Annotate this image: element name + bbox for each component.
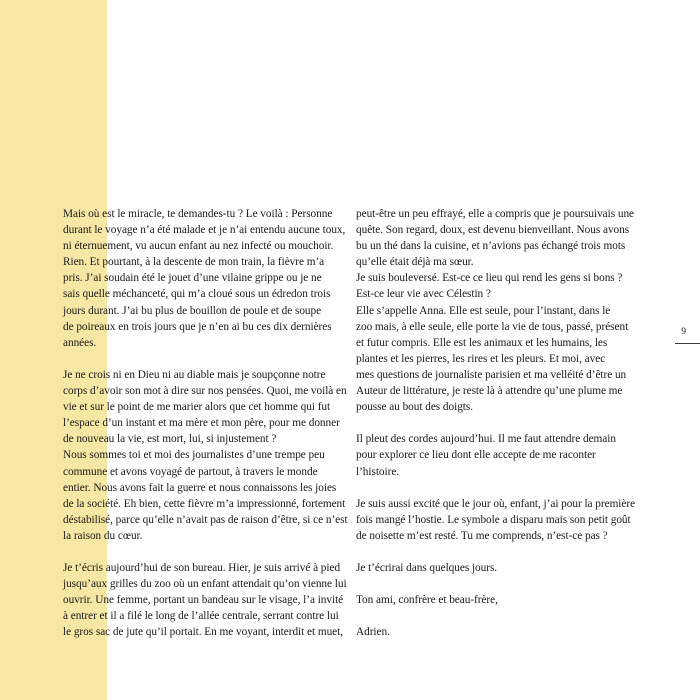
text-line: peut-être un peu effrayé, elle a compris que je poursuivais une: [356, 208, 635, 220]
paragraph: [356, 431, 642, 479]
text-line: Je suis bouleversé. Est-ce ce lieu qui rend les gens si bons ?: [356, 272, 623, 285]
paragraph: [356, 560, 642, 576]
text-line: déstabilisé, parce qu’elle n’avait pas de raison d’être, si ce n’est: [63, 513, 348, 526]
text-line: Auteur de littérature, je reste là à attendre qu’une plume me: [356, 385, 623, 398]
text-line: de noisette m’est resté. Tu me comprends, n’est-ce pas ?: [356, 529, 608, 542]
text-line: de poireaux en trois jours que je n’en ai bu ces dix dernières: [63, 320, 332, 333]
text-line: pousse au bout des doigts.: [356, 401, 473, 414]
text-line: jours durant. J’ai bu plus de bouillon de poule et de soupe: [63, 304, 322, 317]
signature-paragraph: [356, 624, 642, 640]
text-line: Je t’écris aujourd’hui de son bureau. Hier, je suis arrivé à pied: [63, 562, 341, 575]
text-line: Rien. Et pourtant, à la descente de mon train, la fièvre m’a: [63, 256, 325, 269]
text-line: l’espace d’un instant et ma mère et mon père, pour me donner: [63, 417, 340, 430]
text-line: à entrer et il a filé le long de l’allée centrale, serrant contre lui: [63, 610, 339, 623]
left-text-column: [63, 206, 348, 641]
text-line: de nouveau la vie, est mort, lui, si injustement ?: [63, 433, 277, 446]
text-line: le gros sac de jute qu’il portait. En me voyant, interdit et muet,: [63, 626, 343, 639]
text-line: zoo mais, à elle seule, elle porte la vie de tous, passé, présent: [356, 320, 629, 333]
text-line: Je suis aussi excité que le jour où, enfant, j’ai pour la première: [356, 497, 636, 510]
text-line: qu’elle était déjà ma sœur.: [356, 256, 474, 269]
text-line: Je ne crois ni en Dieu ni au diable mais je soupçonne notre: [63, 368, 326, 381]
text-line: corps d’avoir son mot à dire sur nos pensées. Quoi, me voilà en: [63, 385, 347, 398]
text-line: ouvrir. Une femme, portant un bandeau sur le visage, l’a invité: [63, 594, 344, 607]
text-line: années.: [63, 336, 97, 349]
paragraph: [356, 592, 642, 608]
text-line: quête. Son regard, doux, est devenu bienveillant. Nous avons: [356, 224, 630, 237]
paragraph: [356, 496, 642, 544]
paragraph: [63, 206, 346, 351]
text-line: mes questions de journaliste parisien et ma velléité d’être un: [356, 368, 627, 381]
text-line: durant le voyage n’a été malade et je n’ai entendu aucune toux,: [63, 224, 346, 237]
text-line: Est-ce leur vie avec Célestin ?: [356, 288, 491, 301]
right-text-column: [356, 206, 642, 641]
text-line: Mais où est le miracle, te demandes-tu ? Le voilà : Personne: [63, 208, 333, 220]
page-number: 9: [681, 327, 686, 337]
text-line: fois mangé l’hostie. Le symbole a disparu mais son petit goût: [356, 513, 631, 526]
text-line: commune et avons voyagé de partout, à travers le monde: [63, 465, 318, 478]
page-number-rule: [675, 343, 700, 344]
text-line: jusqu’aux grilles du zoo où un enfant attendait qu’on vienne lui: [63, 578, 347, 591]
text-line: l’histoire.: [356, 465, 400, 478]
text-line: entier. Nous avons fait la guerre et nous connaissons les joies: [63, 481, 337, 494]
text-line: Il pleut des cordes aujourd’hui. Il me faut attendre demain: [356, 433, 616, 446]
text-line: la raison du cœur.: [63, 529, 143, 542]
text-line: vie et sur le point de me marier alors que cet homme qui fut: [63, 401, 331, 414]
text-line: Je t’écrirai dans quelques jours.: [356, 562, 498, 575]
text-line: Elle s’appelle Anna. Elle est seule, pour l’instant, dans le: [356, 304, 611, 317]
text-line: sais quelle méchanceté, qui m’a cloué sous un édredon trois: [63, 288, 331, 301]
paragraph: [63, 560, 347, 640]
text-line: bu un thé dans la cuisine, et n’avions pas échangé trois mots: [356, 240, 626, 253]
text-line: Ton ami, confrère et beau-frère,: [356, 594, 498, 607]
text-line: Nous sommes toi et moi des journalistes d’une trempe peu: [63, 449, 325, 462]
signature-line: Adrien.: [356, 626, 390, 639]
text-line: pour explorer ce lieu dont elle accepte de me raconter: [356, 449, 596, 462]
text-line: et futur compris. Elle est les animaux et les humains, les: [356, 336, 608, 349]
paragraph: [63, 367, 348, 544]
text-line: plantes et les pierres, les rires et les pleurs. Et moi, avec: [356, 352, 606, 365]
text-line: de la société. Eh bien, cette fièvre m’a impressionné, fortement: [63, 497, 346, 510]
text-line: ni éternuement, vu aucun enfant au nez infecté ou mouchoir.: [63, 240, 334, 253]
paragraph: [356, 206, 642, 415]
text-line: pris. J’ai soudain été le jouet d’une vilaine grippe ou je ne: [63, 272, 322, 285]
